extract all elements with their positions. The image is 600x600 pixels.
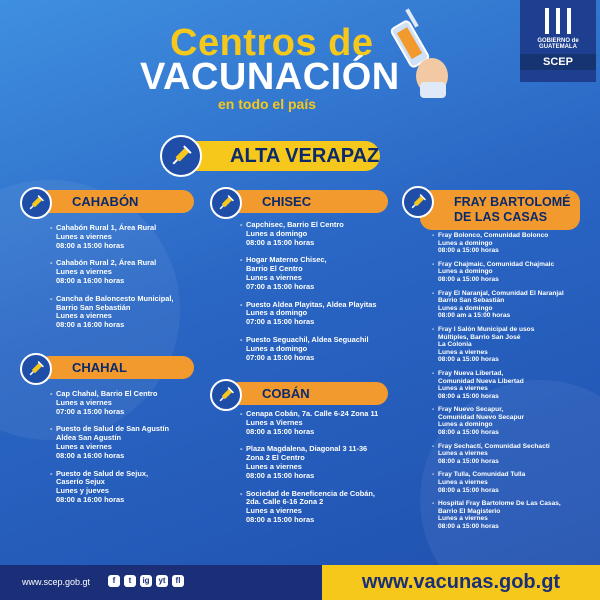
center-entry [240, 256, 400, 291]
center-entry [432, 406, 592, 436]
center-hours: 08:00 a 15:00 horas [438, 457, 499, 465]
center-entry [240, 301, 400, 327]
center-name-line: Barrio San Sebastián [56, 302, 131, 312]
center-days: Lunes a domingo [438, 304, 493, 312]
center-name-line: - Capchisec, Barrio El Centro [246, 220, 344, 229]
center-name-line: - Puesto de Salud de Sejux, [56, 468, 148, 478]
center-entry [432, 290, 592, 320]
center-name-line: Barrio San Sebastián [438, 297, 505, 305]
center-name-line: - Cahabón Rural 2, Área Rural [56, 258, 157, 268]
municipality-name: CHAHAL [72, 360, 127, 375]
center-days: Lunes a domingo [246, 308, 308, 318]
center-name-line: Comunidad Nueva Libertad [438, 377, 524, 385]
center-entry [50, 425, 210, 460]
center-name-line: - Fray Bolonco, Comunidad Bolonco [438, 232, 549, 239]
syringe-icon [402, 186, 434, 218]
center-entry [50, 390, 210, 416]
center-name-line: - Plaza Magdalena, Diagonal 3 11-36 [246, 444, 368, 454]
municipality-name-line2: DE LAS CASAS [454, 210, 548, 224]
center-days: Lunes a viernes [56, 441, 112, 451]
center-entry [240, 221, 400, 247]
municipality-pill-cahabon [38, 190, 194, 213]
title-line2: VACUNACIÓN [140, 56, 400, 98]
center-days: Lunes a viernes [246, 506, 302, 516]
center-name-line: - Puesto Aldea Playitas, Aldea Playitas [246, 299, 377, 309]
municipality-pill-fray [420, 190, 580, 230]
center-name-line: - Puesto de Salud de San Agustín [56, 424, 170, 434]
center-days: Lunes a viernes [438, 348, 488, 356]
gov-line1: GOBIERNO de [537, 38, 579, 44]
syringe-icon [210, 187, 242, 219]
center-hours: 08:00 a 15:00 horas [438, 392, 499, 400]
center-hours: 08:00 a 15:00 horas [438, 356, 499, 364]
center-entry [432, 326, 592, 364]
center-entry [50, 470, 210, 505]
center-entry [50, 295, 210, 330]
center-name-line: 2da. Calle 6-16 Zona 2 [246, 497, 324, 507]
gov-line2: GUATEMALA [539, 44, 577, 50]
center-name-line: - Cahabón Rural 1, Área Rural [56, 223, 157, 232]
center-hours: 08:00 a 15:00 horas [438, 429, 499, 437]
center-entry [432, 261, 592, 284]
center-hours: 08:00 a 15:00 horas [246, 426, 315, 436]
department-name: ALTA VERAPAZ [230, 144, 380, 167]
facebook-icon[interactable]: f [108, 575, 120, 587]
title-line1: Centros de [170, 22, 374, 64]
center-entry [432, 232, 592, 255]
chahal-centers-list [50, 390, 210, 514]
center-days: Lunes a viernes [438, 479, 488, 487]
center-hours: 08:00 a 15:00 horas [438, 275, 499, 283]
center-days: Lunes a viernes [56, 231, 112, 241]
instagram-icon[interactable]: ig [140, 575, 152, 587]
center-hours: 08:00 a 15:00 horas [246, 237, 315, 247]
flickr-icon[interactable]: fl [172, 575, 184, 587]
footer-site-link[interactable]: www.scep.gob.gt [22, 577, 91, 587]
center-entry [50, 224, 210, 250]
center-hours: 07:00 a 15:00 horas [246, 281, 315, 291]
center-name-line: Caserío Sejux [56, 477, 105, 487]
center-hours: 07:00 a 15:00 horas [56, 406, 125, 416]
center-days: Lunes a domingo [438, 421, 493, 429]
center-hours: 08:00 a 15:00 horas [56, 240, 125, 250]
center-entry [432, 500, 592, 530]
footer [0, 565, 600, 600]
municipality-pill-coban [228, 382, 388, 405]
coban-centers-list [240, 410, 400, 534]
center-name-line: - Fray Nuevo Secapur, [438, 406, 504, 414]
center-hours: 07:00 a 15:00 horas [246, 352, 315, 362]
center-hours: 07:00 a 15:00 horas [246, 317, 315, 327]
center-days: Lunes a viernes [56, 267, 112, 277]
center-name-line: - Sociedad de Beneficencia de Cobán, [246, 488, 375, 498]
center-entry [240, 336, 400, 362]
center-days: Lunes a domingo [438, 268, 493, 276]
center-name-line: - Hospital Fray Bartolome De Las Casas, [438, 500, 561, 508]
municipality-name: COBÁN [262, 386, 310, 401]
center-name-line: - Fray Chajmaic, Comunidad Chajmaic [438, 260, 555, 268]
syringe-icon [20, 187, 52, 219]
center-entry [240, 445, 400, 480]
department-pill [182, 141, 380, 171]
center-hours: 08:00 a 15:00 horas [438, 486, 499, 494]
center-name-line: - Puesto Seguachil, Aldea Seguachil [246, 334, 369, 344]
center-days: Lunes a viernes [438, 450, 488, 458]
syringe-icon [20, 353, 52, 385]
center-name-line: - Cenapa Cobán, 7a. Calle 6-24 Zona 11 [246, 409, 379, 418]
center-hours: 08:00 a 16:00 horas [56, 320, 125, 330]
center-hours: 08:00 a 15:00 horas [246, 514, 315, 524]
center-entry [432, 443, 592, 466]
center-hours: 08:00 a 15:00 horas [246, 470, 315, 480]
center-days: Lunes a domingo [246, 343, 308, 353]
center-days: Lunes a domingo [246, 228, 308, 238]
fray-centers-list [432, 232, 592, 537]
center-hours: 08:00 a 15:00 horas [438, 247, 499, 255]
center-days: Lunes a domingo [438, 239, 493, 247]
subtitle: en todo el país [218, 96, 317, 112]
center-name-line: - Fray Nueva Libertad, [438, 369, 504, 377]
center-days: Lunes a viernes [56, 397, 112, 407]
center-name-line: - Cancha de Baloncesto Municipal, [56, 293, 174, 303]
center-hours: 08:00 a 16:00 horas [56, 450, 125, 460]
center-name-line: - Cap Chahal, Barrio El Centro [56, 389, 158, 398]
center-name-line: - Fray I Salón Municipal de usos [438, 325, 535, 333]
center-days: Lunes a viernes [438, 385, 488, 393]
cahabon-centers-list [50, 224, 210, 339]
government-emblem-icon [545, 8, 571, 34]
center-days: Lunes a Viernes [246, 417, 303, 427]
government-logo [520, 0, 596, 82]
center-days: Lunes a viernes [438, 515, 488, 523]
center-name-line: Comunidad Nuevo Secapur [438, 413, 525, 421]
center-name-line: - Fray Tulla, Comunidad Tulla [438, 471, 526, 479]
center-name-line: Barrio El Magisterio [438, 507, 501, 515]
center-days: Lunes a viernes [246, 272, 302, 282]
chisec-centers-list [240, 221, 400, 371]
center-name-line: Múltiples, Barrio San José [438, 333, 521, 341]
center-name-line: - Fray Sechactí, Comunidad Sechactí [438, 442, 550, 450]
municipality-pill-chahal [38, 356, 194, 379]
center-entry [50, 259, 210, 285]
center-hours: 08:00 a 16:00 horas [56, 275, 125, 285]
center-entry [432, 370, 592, 400]
municipality-name: CAHABÓN [72, 194, 139, 209]
center-name-line: Zona 2 El Centro [246, 453, 305, 463]
municipality-pill-chisec [228, 190, 388, 213]
center-days: Lunes y jueves [56, 486, 109, 496]
center-name-line: - Hogar Materno Chisec, [246, 255, 327, 265]
center-entry [240, 490, 400, 525]
vacunas-url[interactable]: www.vacunas.gob.gt [361, 571, 561, 593]
center-days: Lunes a viernes [56, 311, 112, 321]
center-name-line: Aldea San Agustín [56, 433, 122, 443]
twitter-icon[interactable]: t [124, 575, 136, 587]
social-icons [108, 575, 184, 587]
center-hours: 08:00 a 16:00 horas [56, 494, 125, 504]
youtube-icon[interactable]: yt [156, 575, 168, 587]
center-hours: 08:00 am a 15:00 horas [438, 312, 511, 320]
municipality-name: CHISEC [262, 194, 312, 209]
center-name-line: La Colonia [438, 341, 472, 349]
center-days: Lunes a viernes [246, 461, 302, 471]
gov-acronym: SCEP [520, 54, 596, 70]
center-name-line: Barrio El Centro [246, 264, 303, 274]
vacunas-url-box[interactable] [322, 565, 600, 600]
center-entry [432, 471, 592, 494]
center-hours: 08:00 a 15:00 horas [438, 523, 499, 530]
center-entry [240, 410, 400, 436]
syringe-icon [210, 379, 242, 411]
center-name-line: - Fray El Naranjal, Comunidad El Naranjal [438, 289, 564, 297]
municipality-name-line1: FRAY BARTOLOMÉ [454, 195, 571, 209]
syringe-icon [160, 135, 202, 177]
